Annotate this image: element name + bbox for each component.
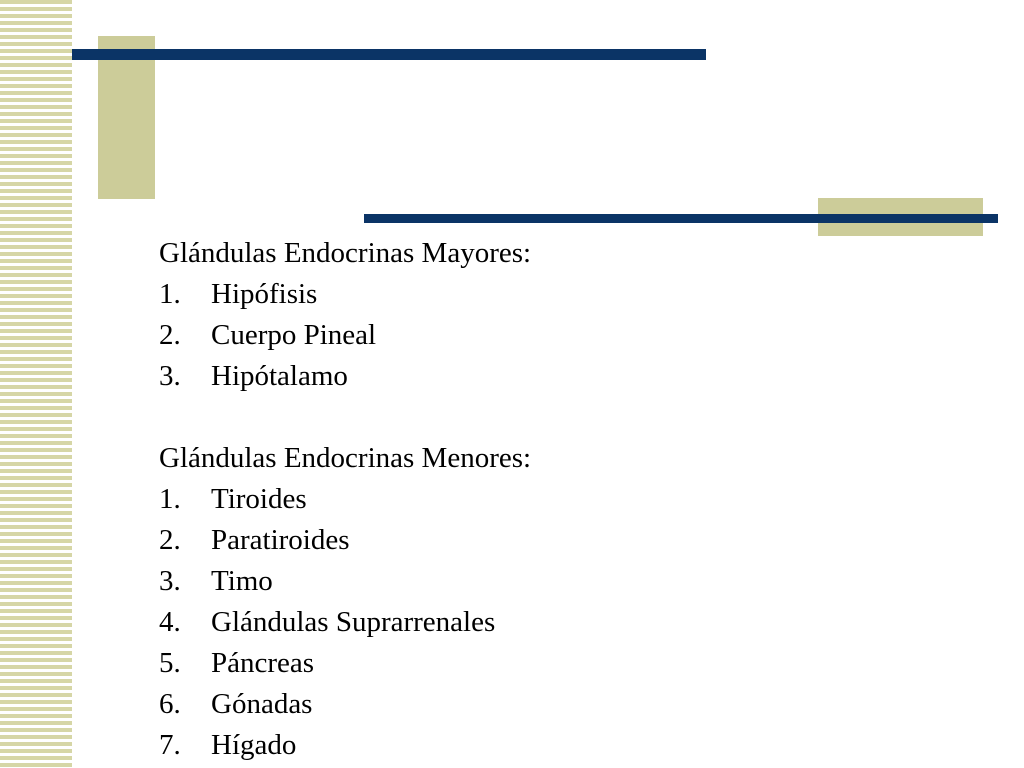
item-label: Hígado <box>211 729 297 761</box>
khaki-block-top <box>98 36 155 199</box>
list-item <box>159 725 979 766</box>
list-item <box>159 684 979 725</box>
item-label: Hipótalamo <box>211 360 348 392</box>
item-number: 6. <box>159 688 181 720</box>
section-spacer <box>159 397 979 438</box>
item-number: 1. <box>159 483 181 515</box>
item-number: 5. <box>159 647 181 679</box>
list-item <box>159 479 979 520</box>
minor-glands-list <box>159 479 979 766</box>
navy-bar-middle <box>364 214 998 223</box>
item-label: Gónadas <box>211 688 313 720</box>
left-stripe-decoration <box>0 0 72 768</box>
section-title: Glándulas Endocrinas Menores: <box>159 442 532 474</box>
item-label: Hipófisis <box>211 278 318 310</box>
item-number: 7. <box>159 729 181 761</box>
item-number: 3. <box>159 360 181 392</box>
list-item <box>159 602 979 643</box>
list-item <box>159 561 979 602</box>
item-label: Glándulas Suprarrenales <box>211 606 496 638</box>
item-label: Cuerpo Pineal <box>211 319 377 351</box>
section-title: Glándulas Endocrinas Mayores: <box>159 237 532 269</box>
item-label: Tiroides <box>211 483 307 515</box>
item-number: 2. <box>159 524 181 556</box>
list-item <box>159 274 979 315</box>
list-item <box>159 643 979 684</box>
section-major-glands <box>159 233 979 397</box>
list-item <box>159 315 979 356</box>
item-number: 4. <box>159 606 181 638</box>
list-item <box>159 356 979 397</box>
item-label: Paratiroides <box>211 524 350 556</box>
item-number: 3. <box>159 565 181 597</box>
major-glands-list <box>159 274 979 397</box>
list-item <box>159 520 979 561</box>
slide-body <box>159 233 979 766</box>
item-label: Páncreas <box>211 647 315 679</box>
item-number: 2. <box>159 319 181 351</box>
navy-bar-top <box>72 49 706 60</box>
item-number: 1. <box>159 278 181 310</box>
item-label: Timo <box>211 565 273 597</box>
section-minor-glands <box>159 438 979 766</box>
